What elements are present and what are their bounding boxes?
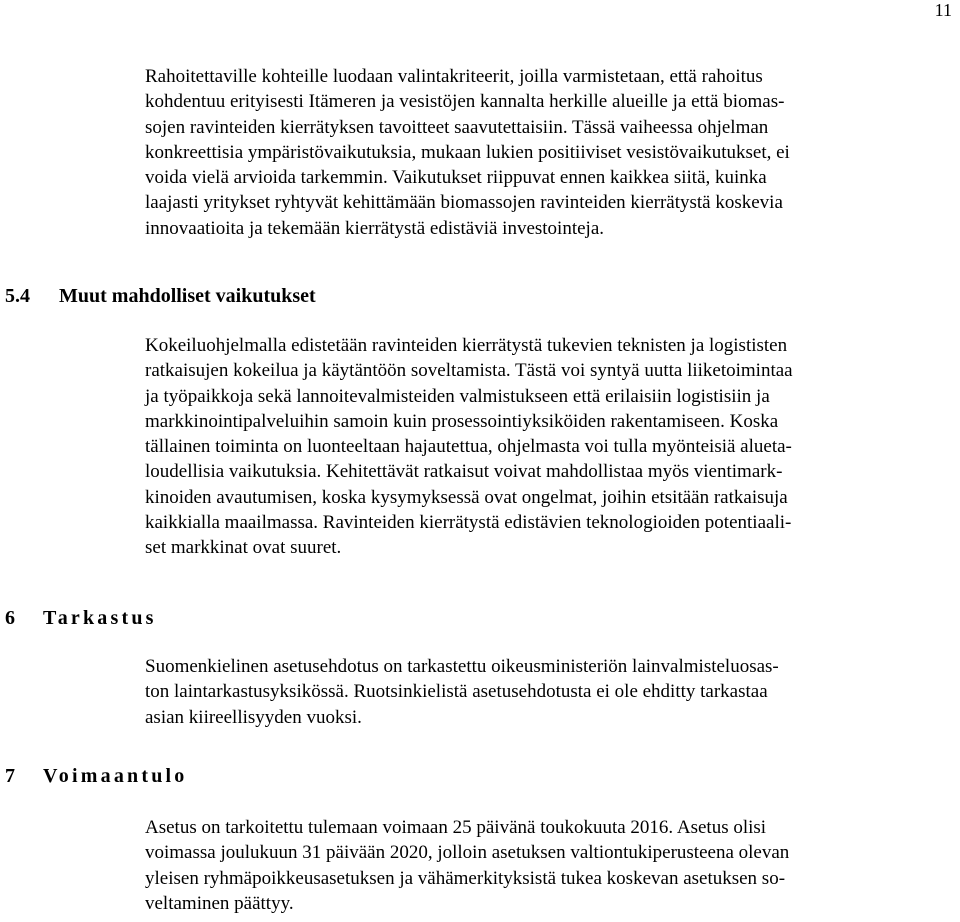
- paragraph-line: kohdentuu erityisesti Itämeren ja vesistöjen kannalta herkille alueille ja että biomas-: [145, 91, 785, 113]
- paragraph-line: kaikkialla maailmassa. Ravinteiden kierrätystä edistävien teknologioiden potentiaali-: [145, 512, 792, 534]
- section-title: Tarkastus: [43, 607, 157, 629]
- paragraph-line: voimassa joulukuun 31 päivään 2020, jolloin asetuksen valtiontukiperusteena olevan: [145, 842, 790, 864]
- paragraph-line: ja työpaikkoja sekä lannoitevalmisteiden valmistukseen että erilaisiin logistisiin ja: [145, 385, 770, 407]
- paragraph-line: ratkaisujen kokeilua ja käytäntöön soveltamista. Tästä voi syntyä uutta liiketoimintaa: [145, 360, 793, 382]
- paragraph-line: Kokeiluohjelmalla edistetään ravinteiden kierrätystä tukevien teknisten ja logististen: [145, 335, 788, 356]
- paragraph-line: veltaminen päättyy.: [145, 892, 294, 914]
- paragraph-line: Suomenkielinen asetusehdotus on tarkastettu oikeusministeriön lainvalmisteluosas-: [145, 656, 779, 677]
- paragraph-line: markkinointipalveluihin samoin kuin prosessointiyksiköiden rakentamiseen. Koska: [145, 410, 779, 432]
- paragraph-line: ton laintarkastusyksikössä. Ruotsinkielistä asetusehdotusta ei ole ehditty tarkastaa: [145, 681, 768, 703]
- paragraph-line: innovaatioita ja tekemään kierrätystä edistäviä investointeja.: [145, 217, 604, 239]
- paragraph-line: laajasti yritykset ryhtyvät kehittämään biomassojen ravinteiden kierrätystä koskevia: [145, 192, 783, 214]
- section-5-4-paragraph: [145, 333, 945, 561]
- paragraph-line: konkreettisia ympäristövaikutuksia, mukaan lukien positiiviset vesistövaikutukset, ei: [145, 141, 790, 163]
- section-number: 7: [5, 765, 15, 787]
- paragraph-line: kinoiden avautumisen, koska kysymyksessä ovat ongelmat, joihin etsitään ratkaisuja: [145, 486, 788, 508]
- paragraph-line: asian kiireellisyyden vuoksi.: [145, 706, 362, 728]
- section-7-heading: [5, 763, 188, 789]
- paragraph-line: Asetus on tarkoitettu tulemaan voimaan 25 päivänä toukokuuta 2016. Asetus olisi: [145, 817, 767, 838]
- page-number: 11: [934, 0, 952, 20]
- section-number: 6: [5, 607, 15, 629]
- paragraph-line: voida vielä arvioida tarkemmin. Vaikutukset riippuvat ennen kaikkea siitä, kuinka: [145, 167, 767, 189]
- paragraph-line: loudellisia vaikutuksia. Kehitettävät ratkaisut voivat mahdollistaa myös vientimark-: [145, 461, 783, 483]
- paragraph-line: yleisen ryhmäpoikkeusasetuksen ja vähämerkityksistä tukea koskevan asetuksen so-: [145, 867, 786, 889]
- section-title: Muut mahdolliset vaikutukset: [59, 285, 316, 307]
- paragraph-line: tällainen toiminta on luonteeltaan hajautettua, ohjelmasta voi tulla myönteisiä alueta-: [145, 436, 792, 458]
- section-5-3-paragraph: [145, 64, 945, 241]
- paragraph-line: Rahoitettaville kohteille luodaan valintakriteerit, joilla varmistetaan, että rahoitus: [145, 66, 763, 87]
- section-number: 5.4: [5, 285, 30, 307]
- paragraph-line: set markkinat ovat suuret.: [145, 537, 342, 559]
- section-5-4-heading: [5, 283, 316, 309]
- section-7-paragraph: [145, 815, 945, 916]
- section-title: Voimaantulo: [43, 765, 188, 787]
- paragraph-line: sojen ravinteiden kierrätyksen tavoitteet saavutettaisiin. Tässä vaiheessa ohjelman: [145, 116, 769, 138]
- section-6-heading: [5, 605, 157, 631]
- section-6-paragraph: [145, 654, 945, 730]
